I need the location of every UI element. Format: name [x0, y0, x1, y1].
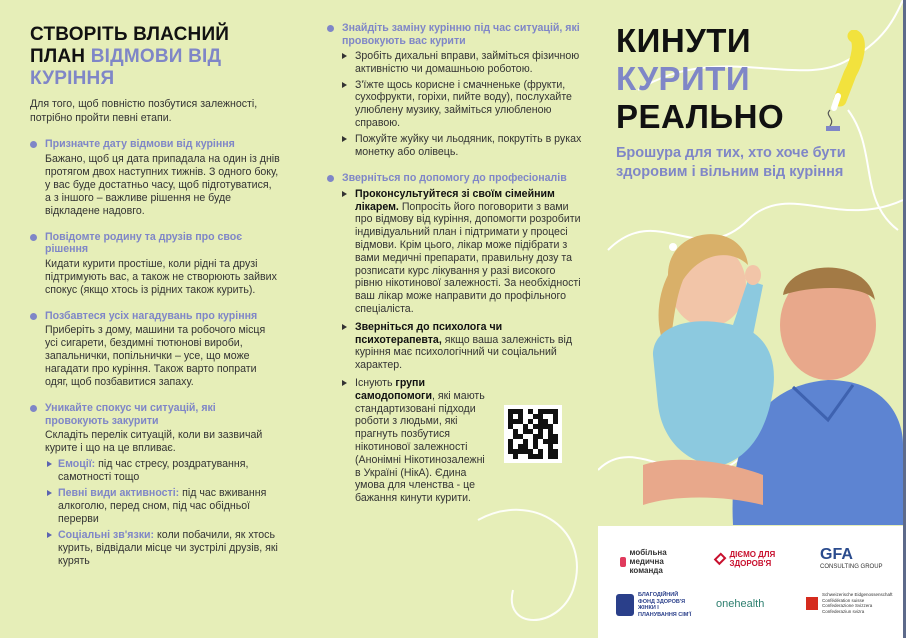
cover-subtitle: Брошура для тих, хто хоче бути здоровим і вільним від куріння	[616, 145, 846, 180]
column-cover	[598, 0, 903, 638]
trigger-emotions: Емоції: під час стресу, роздратування, самотності тощо	[45, 458, 280, 484]
exclamation-cigarette-icon	[816, 30, 866, 135]
diamond-icon	[714, 552, 727, 565]
triangle-right-icon	[342, 53, 347, 59]
triangle-right-icon	[342, 324, 347, 330]
triangle-right-icon	[342, 82, 347, 88]
heart-icon	[620, 557, 626, 567]
section-quit-date: Призначте дату відмови від куріння Бажано, щоб ця дата припадала на один із днів протягом двох наступних тижнів. З одного боку, у вас буде достатньо часу, щоб підготуватися, а з іншого – важливе рішення не буде відкладене надовго.	[30, 138, 280, 218]
bullet-dot-icon	[30, 234, 37, 241]
plan-intro: Для того, щоб повністю позбутися залежності, потрібно пройти певні етапи.	[30, 98, 258, 124]
swiss-cross-icon	[806, 597, 818, 610]
section-tell-family: Повідомте родину та друзів про своє рішення Кидати курити простіше, коли рідні та друзі підтримують вас, а також не створюють зайвих спокус (якщо хтось із рідних також курить).	[30, 231, 280, 297]
trigger-social: Соціальні зв'язки: коли побачили, як хтось курить, відвідали місце чи зустрілі друзів, які курять	[45, 529, 280, 568]
triangle-right-icon	[342, 380, 347, 386]
fund-emblem-icon	[616, 594, 634, 616]
arrow-right-icon	[47, 461, 52, 467]
bullet-dot-icon	[327, 175, 334, 182]
bullet-dot-icon	[30, 405, 37, 412]
arrow-right-icon	[47, 490, 52, 496]
help-selfhelp-groups: Існують групи самодопомоги, які мають стандартизовані підходи роботи з людьми, які прагнуть позбутися нікотинової залежності (Анонімні Нікотинозалежні в Україні (НікА). Єдина умова для членства - це бажання кинути курити.	[342, 377, 492, 505]
trigger-activities: Певні види активності: під час вживання алкоголю, перед сном, під час обідньої перерви	[45, 487, 280, 526]
help-psychologist: Зверніться до психолога чи психотерапевта, якщо ваша залежність від куріння має психологічний чи соціальний характер.	[342, 321, 582, 372]
logo-gfa: GFA CONSULTING GROUP	[820, 546, 883, 570]
triangle-right-icon	[342, 136, 347, 142]
logo-diemo: ДІЄМО ДЛЯ ЗДОРОВ'Я	[716, 550, 796, 568]
arrow-right-icon	[47, 532, 52, 538]
column-help	[303, 0, 598, 638]
replace-item: З'їжте щось корисне і смачненьке (фрукти, сухофрукти, горіхи, пийте воду), послухайте улюблену музику, займіться улюбленою справою.	[342, 79, 582, 130]
replace-item: Зробіть дихальні вправи, займіться фізичною активністю чи домашньою роботою.	[342, 50, 582, 76]
plan-heading: СТВОРІТЬ ВЛАСНИЙ ПЛАН ВІДМОВИ ВІД КУРІННЯ	[30, 24, 230, 89]
logo-womens-health-fund: БЛАГОДІЙНИЙ ФОНД ЗДОРОВ'Я ЖІНКИ І ПЛАНУВАННЯ СІМ'Ї	[616, 592, 696, 618]
section-remove-reminders: Позбавтеся усіх нагадувань про куріння Приберіть з дому, машини та робочого місця усі сигарети, бездимні тютюнові вироби, запальнички, попільнички – усе, що може нагадати про куріння. Також варто попрати одяг, щоб позбавитися запаху.	[30, 310, 280, 390]
section-professionals-head: Зверніться по допомогу до професіоналів	[327, 172, 582, 185]
logo-swiss-confederation: Schweizerische Eidgenossenschaft Confédération suisse Confederazione Svizzera Confederaziun svizra	[806, 592, 896, 614]
bullet-dot-icon	[30, 313, 37, 320]
column-plan	[0, 0, 300, 638]
family-photo	[613, 205, 903, 525]
bullet-dot-icon	[30, 141, 37, 148]
help-doctor: Проконсультуйтеся зі своїм сімейним лікарем. Попросіть його поговорити з вами про відмову від куріння, допомогти розробити індивідуальний план і підтримати у процесі відмови. Крім цього, лікар може підібрати з вами медичні препарати, правильну дозу та розписати курс лікування у разі високого рівню нікотинової залежності. За необхідності ваш лікар може направити до профільного спеціаліста.	[342, 188, 582, 316]
cover-title: КИНУТИ КУРИТИ РЕАЛЬНО	[616, 22, 785, 135]
qr-code[interactable]	[504, 405, 562, 463]
partner-logos	[598, 526, 903, 638]
section-avoid-triggers: Уникайте спокус чи ситуацій, які провокують закурити Складіть перелік ситуацій, коли ви зазвичай курите і що на це впливає. Емоції: під час стресу, роздратування, самотності тощо Певні види активності: під час вживання алкоголю, перед сном, під час обідньої перерви Соціальні зв'язки: коли побачили, як хтось курить, відвідали місце чи зустрілі друзів, які курять	[30, 402, 280, 568]
logo-mobile-medical-team: мобільна медична команда	[620, 548, 690, 575]
bullet-dot-icon	[327, 25, 334, 32]
replace-item: Пожуйте жуйку чи льодяник, покрутіть в руках монетку або олівець.	[342, 133, 582, 159]
section-replace-head: Знайдіть заміну курінню під час ситуацій, які провокують вас курити	[327, 22, 582, 47]
logo-onehealth: onehealth	[716, 598, 765, 610]
triangle-right-icon	[342, 191, 347, 197]
